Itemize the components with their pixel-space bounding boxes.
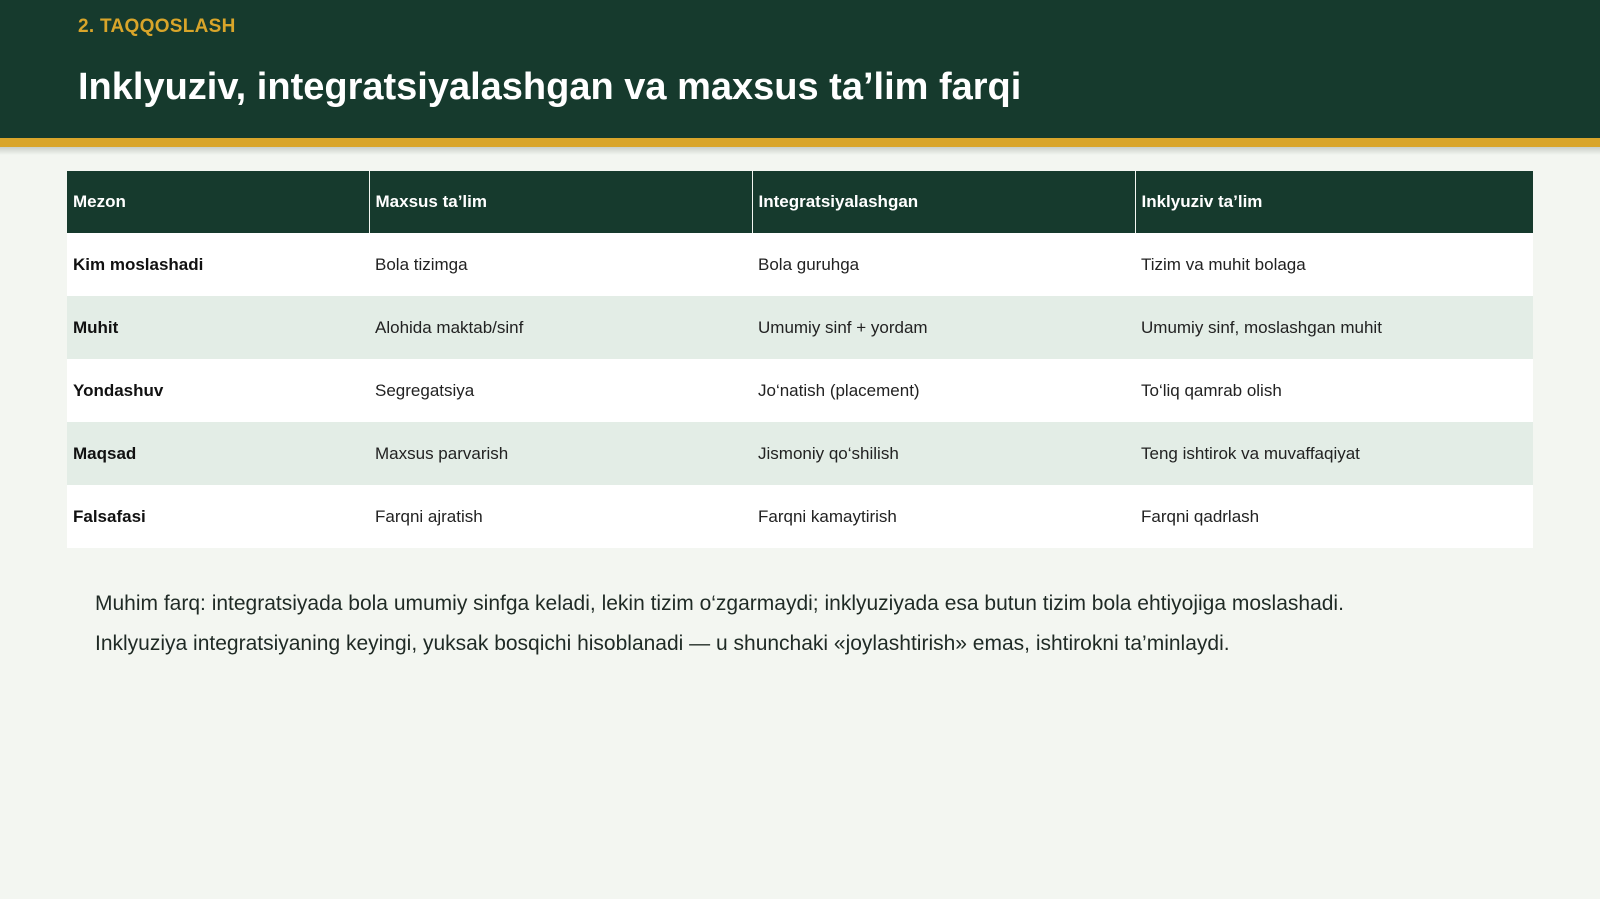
header-accent-stripe [0, 138, 1600, 147]
table-cell: Umumiy sinf + yordam [752, 296, 1135, 359]
column-header-special-education: Maxsus ta’lim [369, 171, 752, 233]
header-shadow [0, 147, 1600, 155]
column-header-inclusive-education: Inklyuziv ta’lim [1135, 171, 1533, 233]
row-criterion: Yondashuv [67, 359, 369, 422]
table-cell: Jo‘natish (placement) [752, 359, 1135, 422]
table-cell: Farqni qadrlash [1135, 485, 1533, 548]
comparison-table [67, 171, 1533, 548]
row-criterion: Falsafasi [67, 485, 369, 548]
row-criterion: Maqsad [67, 422, 369, 485]
column-header-integrated: Integratsiyalashgan [752, 171, 1135, 233]
table-cell: Tizim va muhit bolaga [1135, 233, 1533, 296]
note-line-2: Inklyuziya integratsiyaning keyingi, yuksak bosqichi hisoblanadi — u shunchaki «joylashtirish» emas, ishtirokni ta’minlaydi. [95, 632, 1230, 655]
table-cell: Jismoniy qo‘shilish [752, 422, 1135, 485]
table-cell: To‘liq qamrab olish [1135, 359, 1533, 422]
row-criterion: Muhit [67, 296, 369, 359]
page-title: Inklyuziv, integratsiyalashgan va maxsus ta’lim farqi [78, 66, 1022, 108]
table-row [67, 296, 1533, 359]
table-cell: Segregatsiya [369, 359, 752, 422]
section-label: 2. TAQQOSLASH [78, 16, 236, 37]
column-header-criterion: Mezon [67, 171, 369, 233]
table-cell: Teng ishtirok va muvaffaqiyat [1135, 422, 1533, 485]
table-cell: Umumiy sinf, moslashgan muhit [1135, 296, 1533, 359]
table-cell: Farqni ajratish [369, 485, 752, 548]
table-row [67, 359, 1533, 422]
table-cell: Bola guruhga [752, 233, 1135, 296]
table-cell: Farqni kamaytirish [752, 485, 1135, 548]
table-header-row [67, 171, 1533, 233]
key-difference-note [95, 584, 1535, 664]
note-line-1: Muhim farq: integratsiyada bola umumiy sinfga keladi, lekin tizim o‘zgarmaydi; inklyuziyada esa butun tizim bola ehtiyojiga moslashadi. [95, 592, 1344, 615]
table-row [67, 485, 1533, 548]
table-cell: Maxsus parvarish [369, 422, 752, 485]
table-row [67, 233, 1533, 296]
table-cell: Bola tizimga [369, 233, 752, 296]
table-cell: Alohida maktab/sinf [369, 296, 752, 359]
row-criterion: Kim moslashadi [67, 233, 369, 296]
table-row [67, 422, 1533, 485]
